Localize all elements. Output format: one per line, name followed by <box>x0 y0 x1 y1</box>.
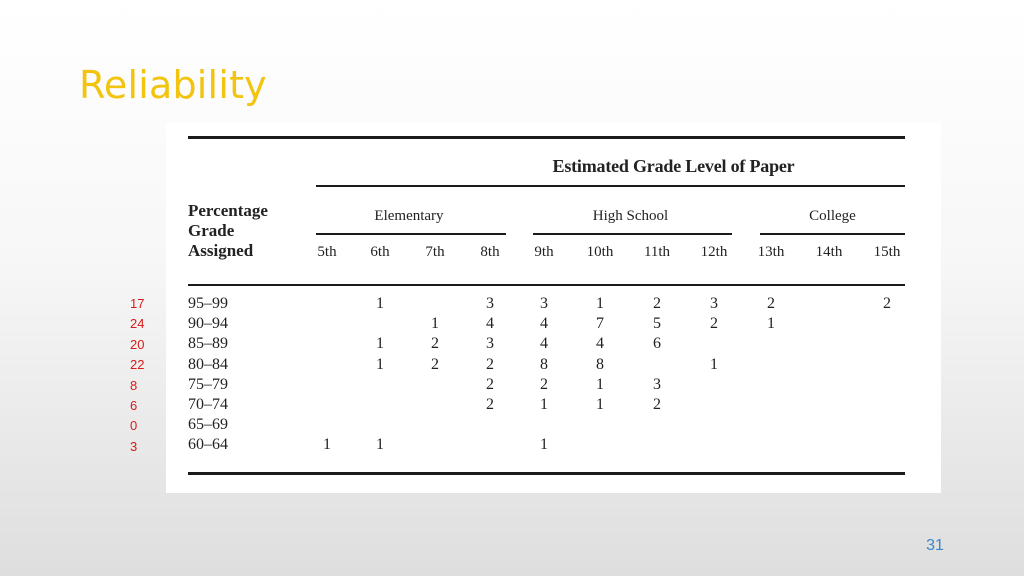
group-rule-elementary <box>316 233 506 235</box>
group-high-school: High School <box>592 208 669 224</box>
table-cell: 1 <box>376 335 384 353</box>
subheader-rule <box>188 284 905 286</box>
row-count: 3 <box>130 438 138 454</box>
table-cell: 3 <box>540 295 548 312</box>
row-range-label: 80–84 <box>188 355 228 373</box>
row-range-label: 95–99 <box>188 295 228 312</box>
table-cell: 2 <box>486 355 494 373</box>
table-cell: 2 <box>486 375 494 393</box>
column-header: 8th <box>480 244 500 260</box>
row-range-label: 60–64 <box>188 436 228 454</box>
column-header: 11th <box>643 244 671 260</box>
column-header: 13th <box>757 244 785 260</box>
table-cell: 1 <box>596 396 604 413</box>
table-cell: 4 <box>540 335 548 353</box>
row-range-label: 70–74 <box>188 396 228 413</box>
row-count: 24 <box>130 316 145 332</box>
row-count: 22 <box>130 357 145 373</box>
table-cell: 2 <box>767 295 775 312</box>
table-cell: 1 <box>710 355 718 373</box>
table-cell: 1 <box>596 295 604 312</box>
column-header: 6th <box>370 244 390 260</box>
group-rule-high-school <box>533 233 732 235</box>
table-cell: 1 <box>323 436 331 454</box>
table-cell: 8 <box>596 355 604 373</box>
column-header: 15th <box>873 244 901 260</box>
row-header-line-1: Percentage <box>188 201 268 220</box>
table-cell: 1 <box>540 436 548 454</box>
table-cell: 4 <box>596 335 604 353</box>
table-cell: 2 <box>486 396 494 413</box>
row-header-line-3: Assigned <box>188 241 254 260</box>
table-cell: 1 <box>596 375 604 393</box>
table-cell: 1 <box>431 315 439 333</box>
table-cell: 2 <box>540 375 548 393</box>
table-cell: 4 <box>540 315 548 333</box>
table-cell: 3 <box>653 375 661 393</box>
row-range-label: 75–79 <box>188 375 228 393</box>
column-header: 5th <box>317 244 337 260</box>
table-cell: 1 <box>540 396 548 413</box>
row-range-label: 90–94 <box>188 315 228 333</box>
table-cell: 2 <box>883 295 891 312</box>
table-cell: 2 <box>653 295 661 312</box>
row-count-column <box>130 294 156 457</box>
table-cell: 2 <box>710 315 718 333</box>
table-cell: 2 <box>431 335 439 353</box>
row-count: 0 <box>130 418 138 434</box>
row-range-label: 65–69 <box>188 416 228 434</box>
group-elementary: Elementary <box>374 208 444 224</box>
row-count: 8 <box>130 377 138 393</box>
table-cell: 1 <box>376 355 384 373</box>
group-college: College <box>809 208 856 224</box>
bottom-rule <box>188 472 905 475</box>
top-rule <box>188 136 905 139</box>
table-cell: 3 <box>486 295 494 312</box>
slide-title: Reliability <box>79 63 267 107</box>
row-count: 6 <box>130 397 138 413</box>
column-header: 7th <box>425 244 445 260</box>
row-count: 17 <box>130 296 145 311</box>
column-header: 14th <box>815 244 843 260</box>
table-cell: 8 <box>540 355 548 373</box>
table-cell: 7 <box>596 315 604 333</box>
table-cell: 1 <box>376 436 384 454</box>
table-cell: 6 <box>653 335 661 353</box>
table-cell: 3 <box>486 335 494 353</box>
row-count: 20 <box>130 336 145 352</box>
column-header: 9th <box>534 244 554 260</box>
table-cell: 1 <box>376 295 384 312</box>
table-cell: 3 <box>710 295 718 312</box>
header-rule <box>316 185 905 187</box>
row-range-label: 85–89 <box>188 335 228 353</box>
table-cell: 5 <box>653 315 661 333</box>
table-cell: 4 <box>486 315 494 333</box>
group-rule-college <box>760 233 905 235</box>
table-cell: 2 <box>431 355 439 373</box>
column-header: 10th <box>586 244 614 260</box>
table-main-header: Estimated Grade Level of Paper <box>552 156 795 176</box>
page-number: 31 <box>926 537 944 554</box>
column-header: 12th <box>700 244 728 260</box>
row-header-line-2: Grade <box>188 221 235 240</box>
table-cell: 2 <box>653 396 661 413</box>
table-cell: 1 <box>767 315 775 333</box>
table-image <box>166 123 941 493</box>
